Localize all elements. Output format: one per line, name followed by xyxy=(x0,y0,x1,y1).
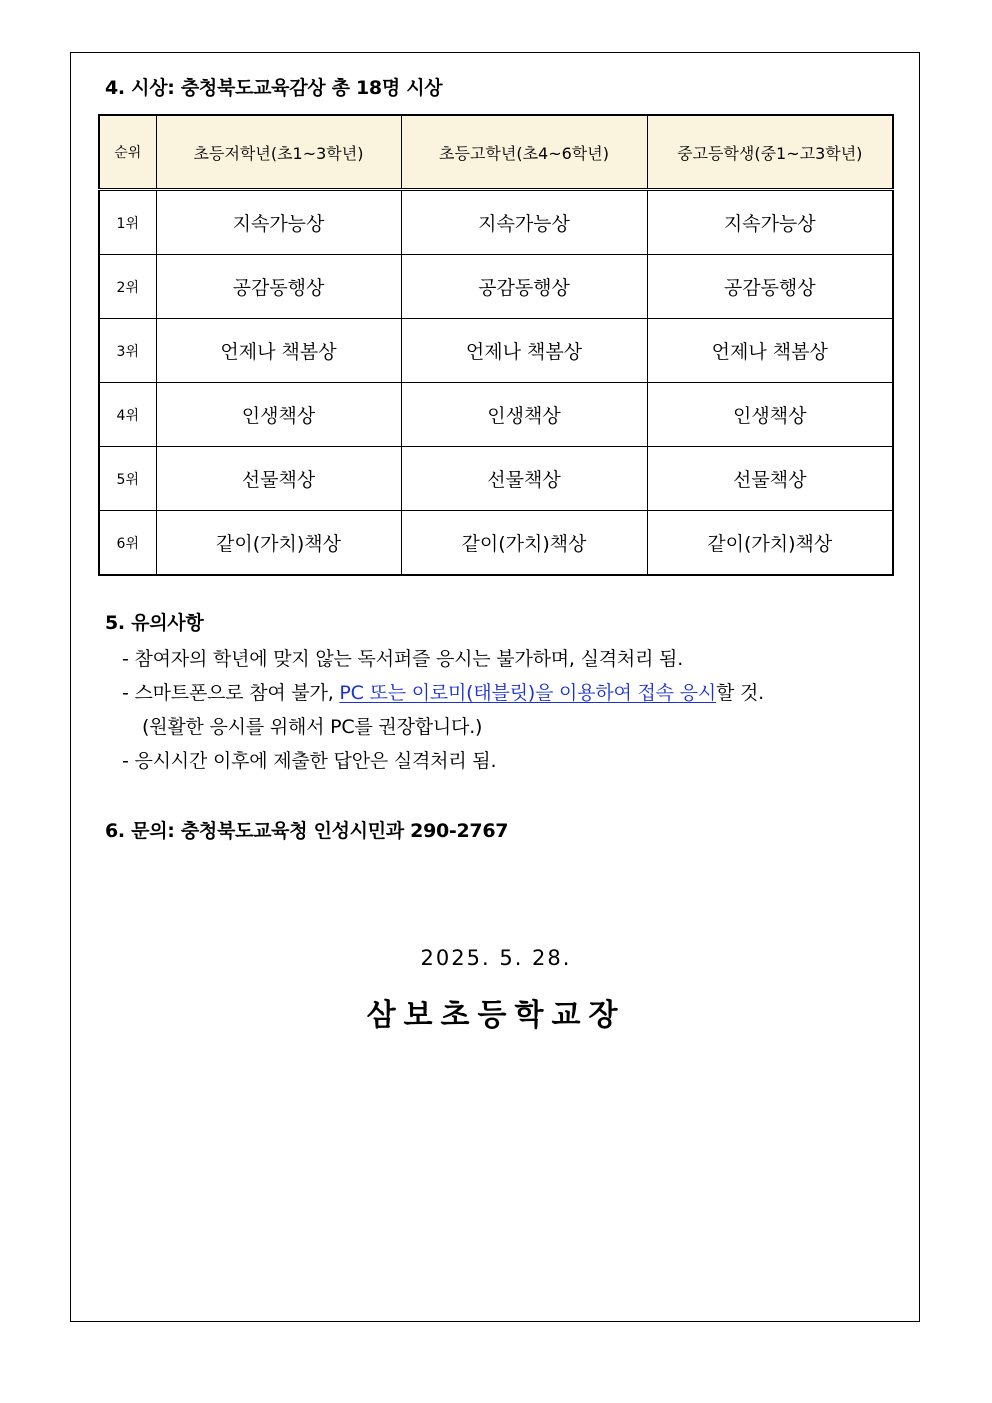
award-cell: 인생책상 xyxy=(401,383,647,447)
rank-cell: 1위 xyxy=(99,190,156,255)
award-cell: 선물책상 xyxy=(401,447,647,511)
table-row xyxy=(99,511,893,576)
header-upper-elementary: 초등고학년(초4~6학년) xyxy=(401,115,647,190)
note-item: - 응시시간 이후에 제출한 답안은 실격처리 됨. xyxy=(122,750,497,772)
award-cell: 같이(가치)책상 xyxy=(156,511,401,576)
rank-cell: 4위 xyxy=(99,383,156,447)
award-cell: 인생책상 xyxy=(156,383,401,447)
award-cell: 공감동행상 xyxy=(647,255,893,319)
table-row xyxy=(99,190,893,255)
award-cell: 공감동행상 xyxy=(401,255,647,319)
header-secondary: 중고등학생(중1~고3학년) xyxy=(647,115,893,190)
school-principal-signature: 삼보초등학교장 xyxy=(366,998,626,1033)
notes-heading: 5. 유의사항 xyxy=(105,612,204,634)
rank-cell: 6위 xyxy=(99,511,156,576)
table-header-row xyxy=(99,115,893,190)
table-row xyxy=(99,383,893,447)
award-cell: 인생책상 xyxy=(647,383,893,447)
award-cell: 지속가능상 xyxy=(647,190,893,255)
note-item-suffix: 할 것. xyxy=(715,682,764,704)
header-lower-elementary: 초등저학년(초1~3학년) xyxy=(156,115,401,190)
award-cell: 언제나 책봄상 xyxy=(647,319,893,383)
header-rank: 순위 xyxy=(99,115,156,190)
awards-table xyxy=(98,114,894,576)
note-subitem: (원활한 응시를 위해서 PC를 권장합니다.) xyxy=(142,716,483,738)
note-item xyxy=(122,678,764,705)
device-link[interactable]: PC 또는 이로미(태블릿)을 이용하여 접속 응시 xyxy=(339,682,716,704)
award-cell: 같이(가치)책상 xyxy=(647,511,893,576)
note-item-prefix: - 스마트폰으로 참여 불가, xyxy=(122,682,340,704)
award-cell: 지속가능상 xyxy=(401,190,647,255)
contact-heading: 6. 문의: 충청북도교육청 인성시민과 290-2767 xyxy=(105,820,509,842)
rank-cell: 3위 xyxy=(99,319,156,383)
award-cell: 선물책상 xyxy=(156,447,401,511)
award-cell: 공감동행상 xyxy=(156,255,401,319)
award-cell: 언제나 책봄상 xyxy=(156,319,401,383)
document-date: 2025. 5. 28. xyxy=(420,946,572,970)
awards-heading: 4. 시상: 충청북도교육감상 총 18명 시상 xyxy=(105,77,443,99)
award-cell: 언제나 책봄상 xyxy=(401,319,647,383)
award-cell: 지속가능상 xyxy=(156,190,401,255)
award-cell: 같이(가치)책상 xyxy=(401,511,647,576)
note-item: - 참여자의 학년에 맞지 않는 독서퍼즐 응시는 불가하며, 실격처리 됨. xyxy=(122,648,684,670)
table-row xyxy=(99,447,893,511)
award-cell: 선물책상 xyxy=(647,447,893,511)
table-row xyxy=(99,319,893,383)
table-row xyxy=(99,255,893,319)
rank-cell: 5위 xyxy=(99,447,156,511)
rank-cell: 2위 xyxy=(99,255,156,319)
